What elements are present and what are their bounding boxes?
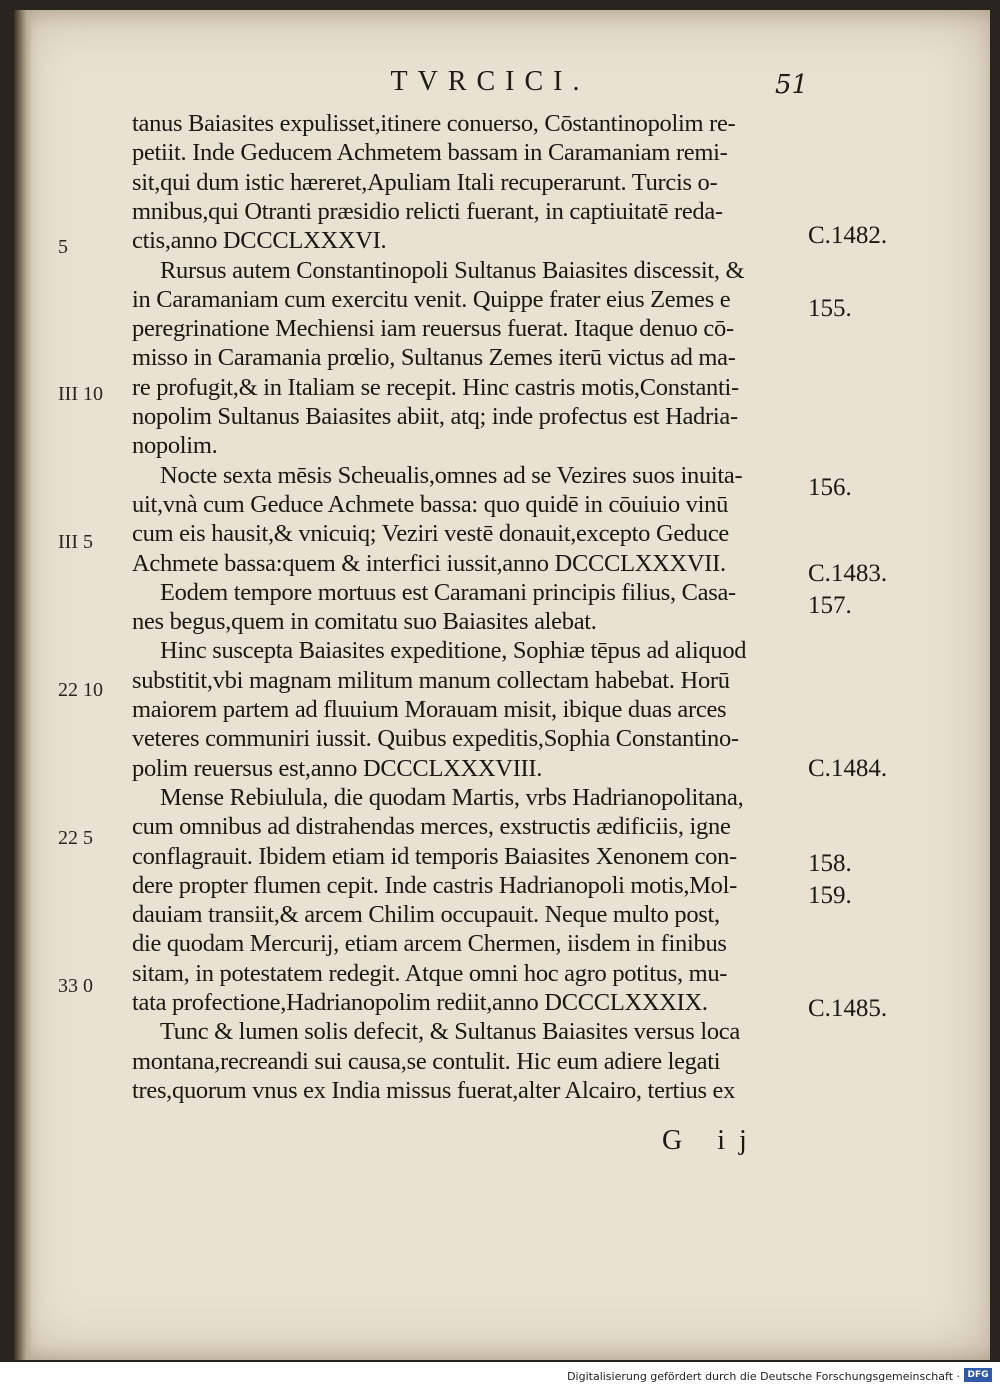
year-note: C.1483. — [808, 560, 888, 587]
text-line: tres,quorum vnus ex India missus fuerat,alter Alcairo, tertius ex — [132, 1076, 736, 1104]
text-line: montana,recreandi sui causa,se contulit. Hic eum adiere legati — [132, 1047, 721, 1075]
text-line: re profugit,& in Italiam se recepit. Hinc castris motis,Constanti- — [132, 373, 739, 401]
running-head: TVRCICI. — [390, 66, 590, 97]
text-line: in Caramaniam cum exercitu venit. Quippe frater eius Zemes e — [132, 285, 731, 313]
text-line: cum eis hausit,& vnicuiq; Veziri vestē donauit,excepto Geduce — [132, 520, 729, 548]
text-line: die quodam Mercurij, etiam arcem Chermen, iisdem in finibus — [132, 930, 727, 958]
year-note: 156. — [808, 474, 852, 501]
line-count-note: 33 0 — [58, 975, 93, 997]
text-line: nopolim. — [132, 432, 218, 460]
page-number: 51 — [775, 70, 809, 100]
text-line: dauiam transiit,& arcem Chilim occupauit. Neque multo post, — [132, 901, 720, 929]
text-line: petiit. Inde Geducem Achmetem bassam in Caramaniam remi- — [132, 139, 728, 167]
year-note: C.1484. — [808, 755, 888, 782]
year-note: 159. — [808, 882, 852, 909]
year-note: 157. — [808, 592, 852, 619]
text-line: cum omnibus ad distrahendas merces, exstructis ædificiis, igne — [132, 813, 731, 841]
text-line: uit,vnà cum Geduce Achmete bassa: quo quidē in cōuiuio vinū — [132, 490, 729, 518]
line-count-note: III 5 — [58, 531, 93, 553]
text-line: Achmete bassa:quem & interfici iussit,anno DCCCLXXXVII. — [132, 549, 726, 577]
text-line: Tunc & lumen solis defecit, & Sultanus Baiasites versus loca — [160, 1018, 740, 1046]
year-note: 158. — [808, 850, 852, 877]
text-line: Hinc suscepta Baiasites expeditione, Sophiæ tēpus ad aliquod — [160, 637, 747, 665]
text-line: sitam, in potestatem redegit. Atque omni hoc agro potitus, mu- — [132, 959, 728, 987]
text-line: sit,qui dum istic hæreret,Apuliam Itali recuperarunt. Turcis o- — [132, 168, 718, 196]
signature-mark: G ij — [662, 1125, 761, 1156]
line-count-note: 5 — [58, 236, 68, 258]
year-note: 155. — [808, 295, 852, 322]
year-note: C.1482. — [808, 222, 888, 249]
text-line: mnibus,qui Otranti præsidio relicti fuerant, in captiuitatē reda- — [132, 197, 723, 225]
dfg-logo: DFG — [964, 1368, 992, 1382]
footer-bar — [0, 1362, 1000, 1389]
year-note: C.1485. — [808, 995, 888, 1022]
text-line: dere propter flumen cepit. Inde castris Hadrianopoli motis,Mol- — [132, 871, 737, 899]
text-line: ctis,anno DCCCLXXXVI. — [132, 227, 387, 255]
text-line: substitit,vbi magnam militum manum collectam habebat. Horū — [132, 666, 730, 694]
line-count-note: 22 5 — [58, 827, 93, 849]
text-line: Rursus autem Constantinopoli Sultanus Baiasites discessit, & — [160, 256, 745, 284]
text-line: nopolim Sultanus Baiasites abiit, atq; inde profectus est Hadria- — [132, 403, 738, 430]
line-count-note: III 10 — [58, 383, 103, 405]
text-line: veteres communiri iussit. Quibus expeditis,Sophia Constantino- — [132, 725, 739, 753]
text-line: peregrinatione Mechiensi iam reuersus fuerat. Itaque denuo cō- — [132, 315, 734, 343]
text-line: maiorem partem ad fluuium Morauam misit, ibique duas arces — [132, 696, 727, 723]
text-line: misso in Caramania prœlio, Sultanus Zemes iterū victus ad ma- — [132, 344, 736, 372]
text-line: tanus Baiasites expulisset,itinere conuerso, Cōstantinopolim re- — [132, 110, 736, 137]
text-line: Mense Rebiulula, die quodam Martis, vrbs Hadrianopolitana, — [160, 783, 744, 811]
line-count-note: 22 10 — [58, 679, 103, 701]
text-line: polim reuersus est,anno DCCCLXXXVIII. — [132, 754, 543, 782]
text-line: conflagrauit. Ibidem etiam id temporis Baiasites Xenonem con- — [132, 842, 737, 870]
text-line: Eodem tempore mortuus est Caramani principis filius, Casa- — [160, 578, 736, 606]
text-line: tata profectione,Hadrianopolim rediit,anno DCCCLXXXIX. — [132, 989, 708, 1016]
text-line: Nocte sexta mēsis Scheualis,omnes ad se Vezires suos inuita- — [160, 461, 743, 489]
page-gutter-shadow — [14, 10, 32, 1360]
footer-credit: Digitalisierung gefördert durch die Deutsche Forschungsgemeinschaft · — [567, 1370, 960, 1383]
text-line: nes begus,quem in comitatu suo Baiasites alebat. — [132, 608, 597, 636]
